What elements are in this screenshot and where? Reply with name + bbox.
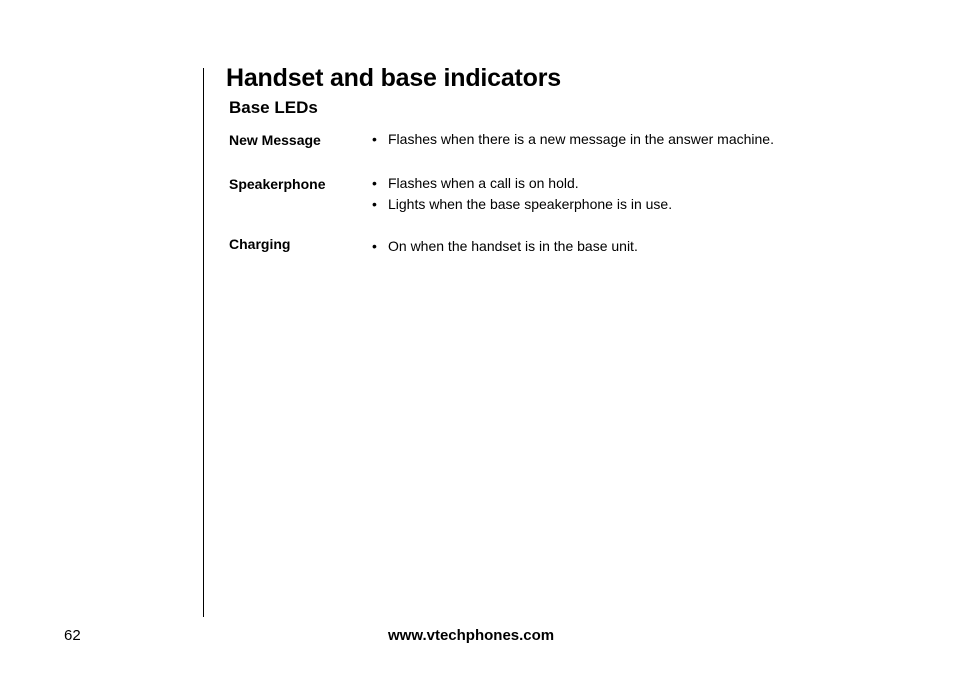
list-item: • Flashes when there is a new message in the answer machine. bbox=[372, 129, 774, 150]
desc-charging bbox=[372, 236, 638, 257]
term-new-message: New Message bbox=[229, 132, 321, 148]
section-title: Base LEDs bbox=[229, 98, 318, 117]
desc-new-message bbox=[372, 129, 774, 150]
footer-url: www.vtechphones.com bbox=[388, 627, 555, 644]
page-title: Handset and base indicators bbox=[226, 64, 561, 92]
term-speakerphone: Speakerphone bbox=[229, 176, 326, 192]
margin-rule bbox=[203, 68, 204, 617]
list-item: • On when the handset is in the base unit. bbox=[372, 236, 638, 257]
list-item: • Flashes when a call is on hold. bbox=[372, 173, 672, 194]
term-charging: Charging bbox=[229, 236, 291, 252]
list-item: • Lights when the base speakerphone is in use. bbox=[372, 194, 672, 215]
page-number: 62 bbox=[64, 627, 81, 644]
desc-speakerphone bbox=[372, 173, 672, 215]
